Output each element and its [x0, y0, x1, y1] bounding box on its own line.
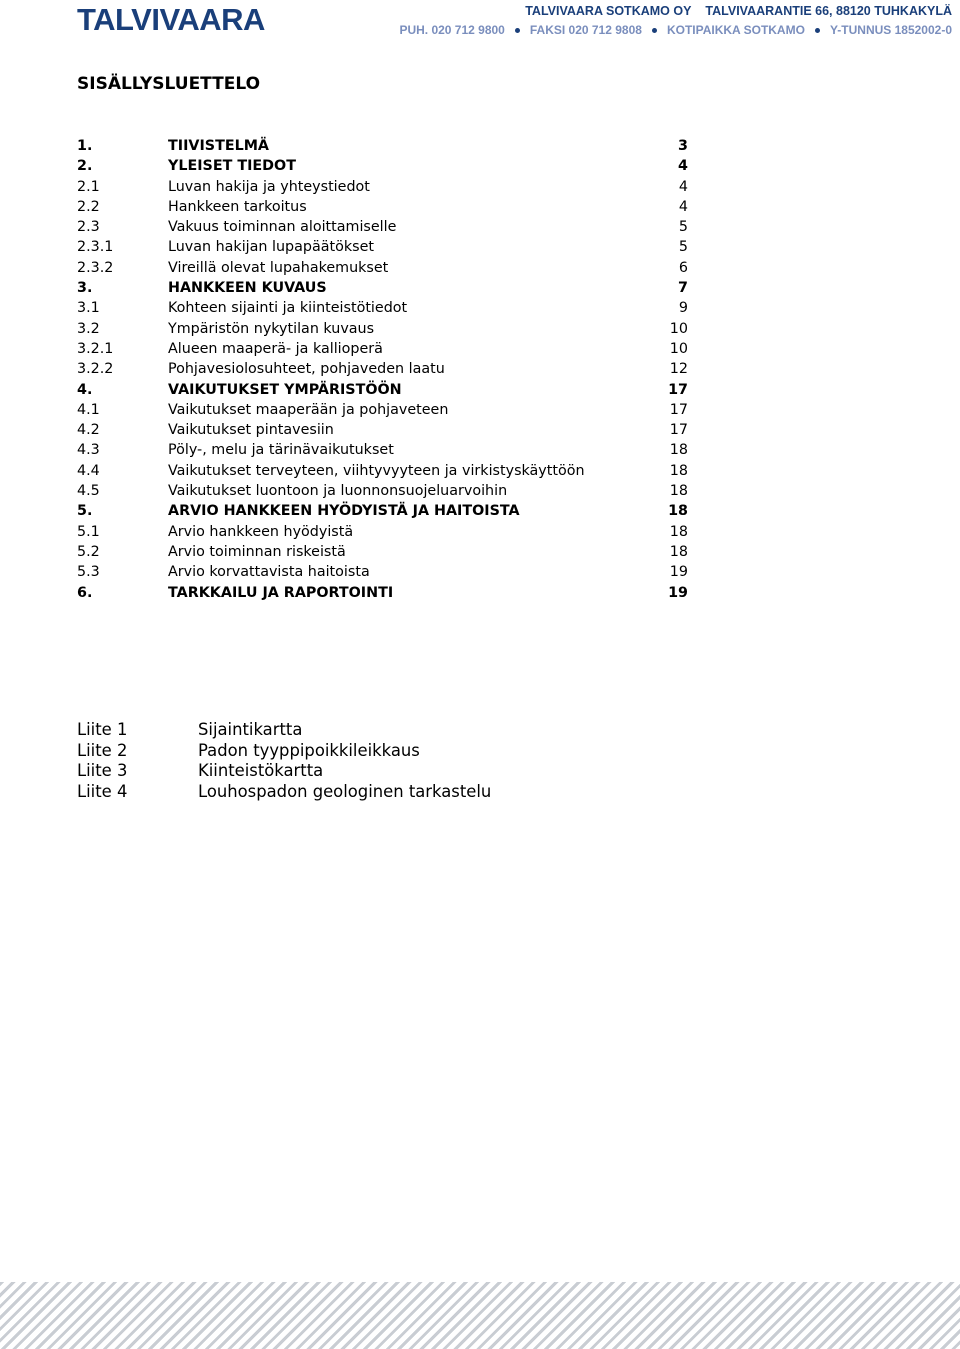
toc-section-number: 3.2.1: [77, 340, 114, 357]
toc-page-number: 19: [668, 584, 688, 601]
toc-entry: [77, 319, 688, 339]
toc-entry: [77, 298, 688, 318]
toc-page-number: 17: [668, 381, 688, 398]
toc-section-number: 4.4: [77, 462, 100, 479]
toc-section-title: Luvan hakija ja yhteystiedot: [168, 178, 370, 195]
toc-section-number: 1.: [77, 138, 93, 154]
toc-page-number: 4: [678, 178, 688, 195]
toc-section-title: Arvio korvattavista haitoista: [168, 564, 370, 581]
toc-page-number: 18: [669, 442, 688, 459]
toc-entry: [77, 217, 688, 237]
toc-entry: [77, 177, 688, 197]
toc-section-title: Vaikutukset luontoon ja luonnonsuojeluarvoihin: [168, 483, 508, 500]
company-address-line: [525, 4, 952, 18]
toc-entry: [77, 136, 688, 156]
toc-page-number: 17: [669, 401, 688, 418]
toc-page-number: 18: [668, 503, 688, 520]
toc-section-number: 4.: [77, 381, 93, 398]
company-phone: PUH. 020 712 9800: [399, 23, 505, 37]
appendix-label: Liite 1: [77, 720, 128, 739]
toc-page-number: 17: [669, 422, 688, 439]
appendix-entry: [77, 720, 577, 741]
toc-section-number: 2.: [77, 158, 93, 175]
toc-section-title: Pohjavesiolosuhteet, pohjaveden laatu: [168, 361, 445, 378]
toc-section-number: 6.: [77, 584, 93, 601]
toc-entry: [77, 156, 688, 176]
toc-page-number: 4: [678, 158, 688, 175]
toc-page-number: 4: [678, 198, 688, 215]
appendix-title: Sijaintikartta: [198, 720, 303, 739]
toc-section-title: VAIKUTUKSET YMPÄRISTÖÖN: [168, 381, 402, 398]
toc-section-title: Vakuus toiminnan aloittamiselle: [168, 219, 397, 236]
toc-section-number: 4.1: [77, 401, 100, 418]
toc-page-number: 5: [678, 239, 688, 256]
appendix-entry: [77, 741, 577, 762]
appendix-label: Liite 3: [77, 761, 128, 781]
toc-section-number: 2.3.2: [77, 259, 114, 276]
toc-page-number: 18: [669, 483, 688, 500]
company-logo: TALVIVAARA: [77, 2, 265, 37]
bullet-icon: [652, 28, 657, 33]
company-business-id: Y-TUNNUS 1852002-0: [829, 23, 952, 37]
toc-section-number: 5.2: [77, 543, 100, 560]
footer-stripe-pattern: [0, 1282, 960, 1349]
toc-section-number: 2.2: [77, 198, 100, 215]
toc-section-number: 2.1: [77, 178, 100, 195]
toc-entry: [77, 237, 688, 257]
toc-section-number: 4.3: [77, 442, 100, 459]
toc-entry: [77, 522, 688, 542]
toc-entry: [77, 197, 688, 217]
appendix-title: Kiinteistökartta: [198, 761, 324, 781]
appendix-label: Liite 2: [77, 740, 128, 760]
toc-entry: [77, 278, 688, 298]
toc-page-number: 5: [678, 219, 688, 236]
toc-section-number: 3.1: [77, 300, 100, 317]
toc-section-title: TARKKAILU JA RAPORTOINTI: [168, 584, 394, 601]
toc-page-number: 7: [678, 280, 688, 297]
appendix-label: Liite 4: [77, 782, 128, 802]
toc-section-title: HANKKEEN KUVAUS: [168, 280, 327, 297]
toc-section-title: ARVIO HANKKEEN HYÖDYISTÄ JA HAITOISTA: [168, 503, 520, 520]
company-domicile: KOTIPAIKKA SOTKAMO: [666, 23, 805, 37]
toc-section-number: 3.: [77, 280, 93, 297]
toc-page-number: 10: [669, 320, 688, 337]
toc-page-number: 3: [678, 138, 688, 154]
appendix-title: Padon tyyppipoikkileikkaus: [198, 740, 420, 760]
toc-section-title: Alueen maaperä- ja kallioperä: [168, 340, 383, 357]
toc-page-number: 6: [678, 259, 688, 276]
bullet-icon: [515, 28, 520, 33]
toc-entry: [77, 583, 688, 603]
toc-page-number: 18: [669, 523, 688, 540]
toc-section-number: 2.3: [77, 219, 100, 236]
bullet-icon: [815, 28, 820, 33]
toc-section-number: 4.2: [77, 422, 100, 439]
toc-section-number: 5.1: [77, 523, 100, 540]
toc-section-title: Kohteen sijainti ja kiinteistötiedot: [168, 300, 408, 317]
toc-entry: [77, 400, 688, 420]
letterhead: [0, 0, 960, 50]
table-of-contents: [77, 136, 688, 603]
toc-page-number: 10: [669, 340, 688, 357]
page-title: SISÄLLYSLUETTELO: [77, 74, 261, 94]
company-contact-line: [399, 23, 952, 37]
toc-entry: [77, 562, 688, 582]
toc-page-number: 19: [669, 564, 688, 581]
toc-section-number: 5.3: [77, 564, 100, 581]
appendix-list: [77, 720, 577, 803]
toc-section-title: Vireillä olevat lupahakemukset: [168, 259, 389, 276]
toc-entry: [77, 440, 688, 460]
toc-section-title: YLEISET TIEDOT: [168, 158, 296, 175]
toc-section-title: Vaikutukset maaperään ja pohjaveteen: [168, 401, 449, 418]
toc-entry: [77, 380, 688, 400]
toc-entry: [77, 359, 688, 379]
company-name: TALVIVAARA SOTKAMO OY: [525, 4, 692, 18]
toc-entry: [77, 542, 688, 562]
toc-page-number: 9: [678, 300, 688, 317]
toc-entry: [77, 501, 688, 521]
toc-section-title: Pöly-, melu ja tärinävaikutukset: [168, 442, 394, 459]
toc-section-title: TIIVISTELMÄ: [168, 138, 269, 154]
appendix-entry: [77, 782, 577, 803]
toc-section-number: 3.2: [77, 320, 100, 337]
toc-entry: [77, 258, 688, 278]
toc-entry: [77, 481, 688, 501]
toc-entry: [77, 339, 688, 359]
toc-section-number: 5.: [77, 503, 93, 520]
toc-section-number: 4.5: [77, 483, 100, 500]
toc-section-title: Luvan hakijan lupapäätökset: [168, 239, 374, 256]
company-fax: FAKSI 020 712 9808: [529, 23, 642, 37]
toc-page-number: 18: [669, 543, 688, 560]
toc-section-title: Ympäristön nykytilan kuvaus: [168, 320, 375, 337]
toc-entry: [77, 461, 688, 481]
appendix-title: Louhospadon geologinen tarkastelu: [198, 782, 492, 802]
toc-page-number: 18: [669, 462, 688, 479]
toc-page-number: 12: [669, 361, 688, 378]
toc-section-title: Vaikutukset terveyteen, viihtyvyyteen ja virkistyskäyttöön: [168, 462, 585, 479]
company-address: TALVIVAARANTIE 66, 88120 TUHKAKYLÄ: [705, 4, 952, 18]
toc-entry: [77, 420, 688, 440]
toc-section-number: 2.3.1: [77, 239, 114, 256]
toc-section-title: Vaikutukset pintavesiin: [168, 422, 334, 439]
toc-section-title: Arvio hankkeen hyödyistä: [168, 523, 354, 540]
toc-section-title: Arvio toiminnan riskeistä: [168, 543, 346, 560]
toc-section-title: Hankkeen tarkoitus: [168, 198, 307, 215]
appendix-entry: [77, 761, 577, 782]
toc-section-number: 3.2.2: [77, 361, 114, 378]
